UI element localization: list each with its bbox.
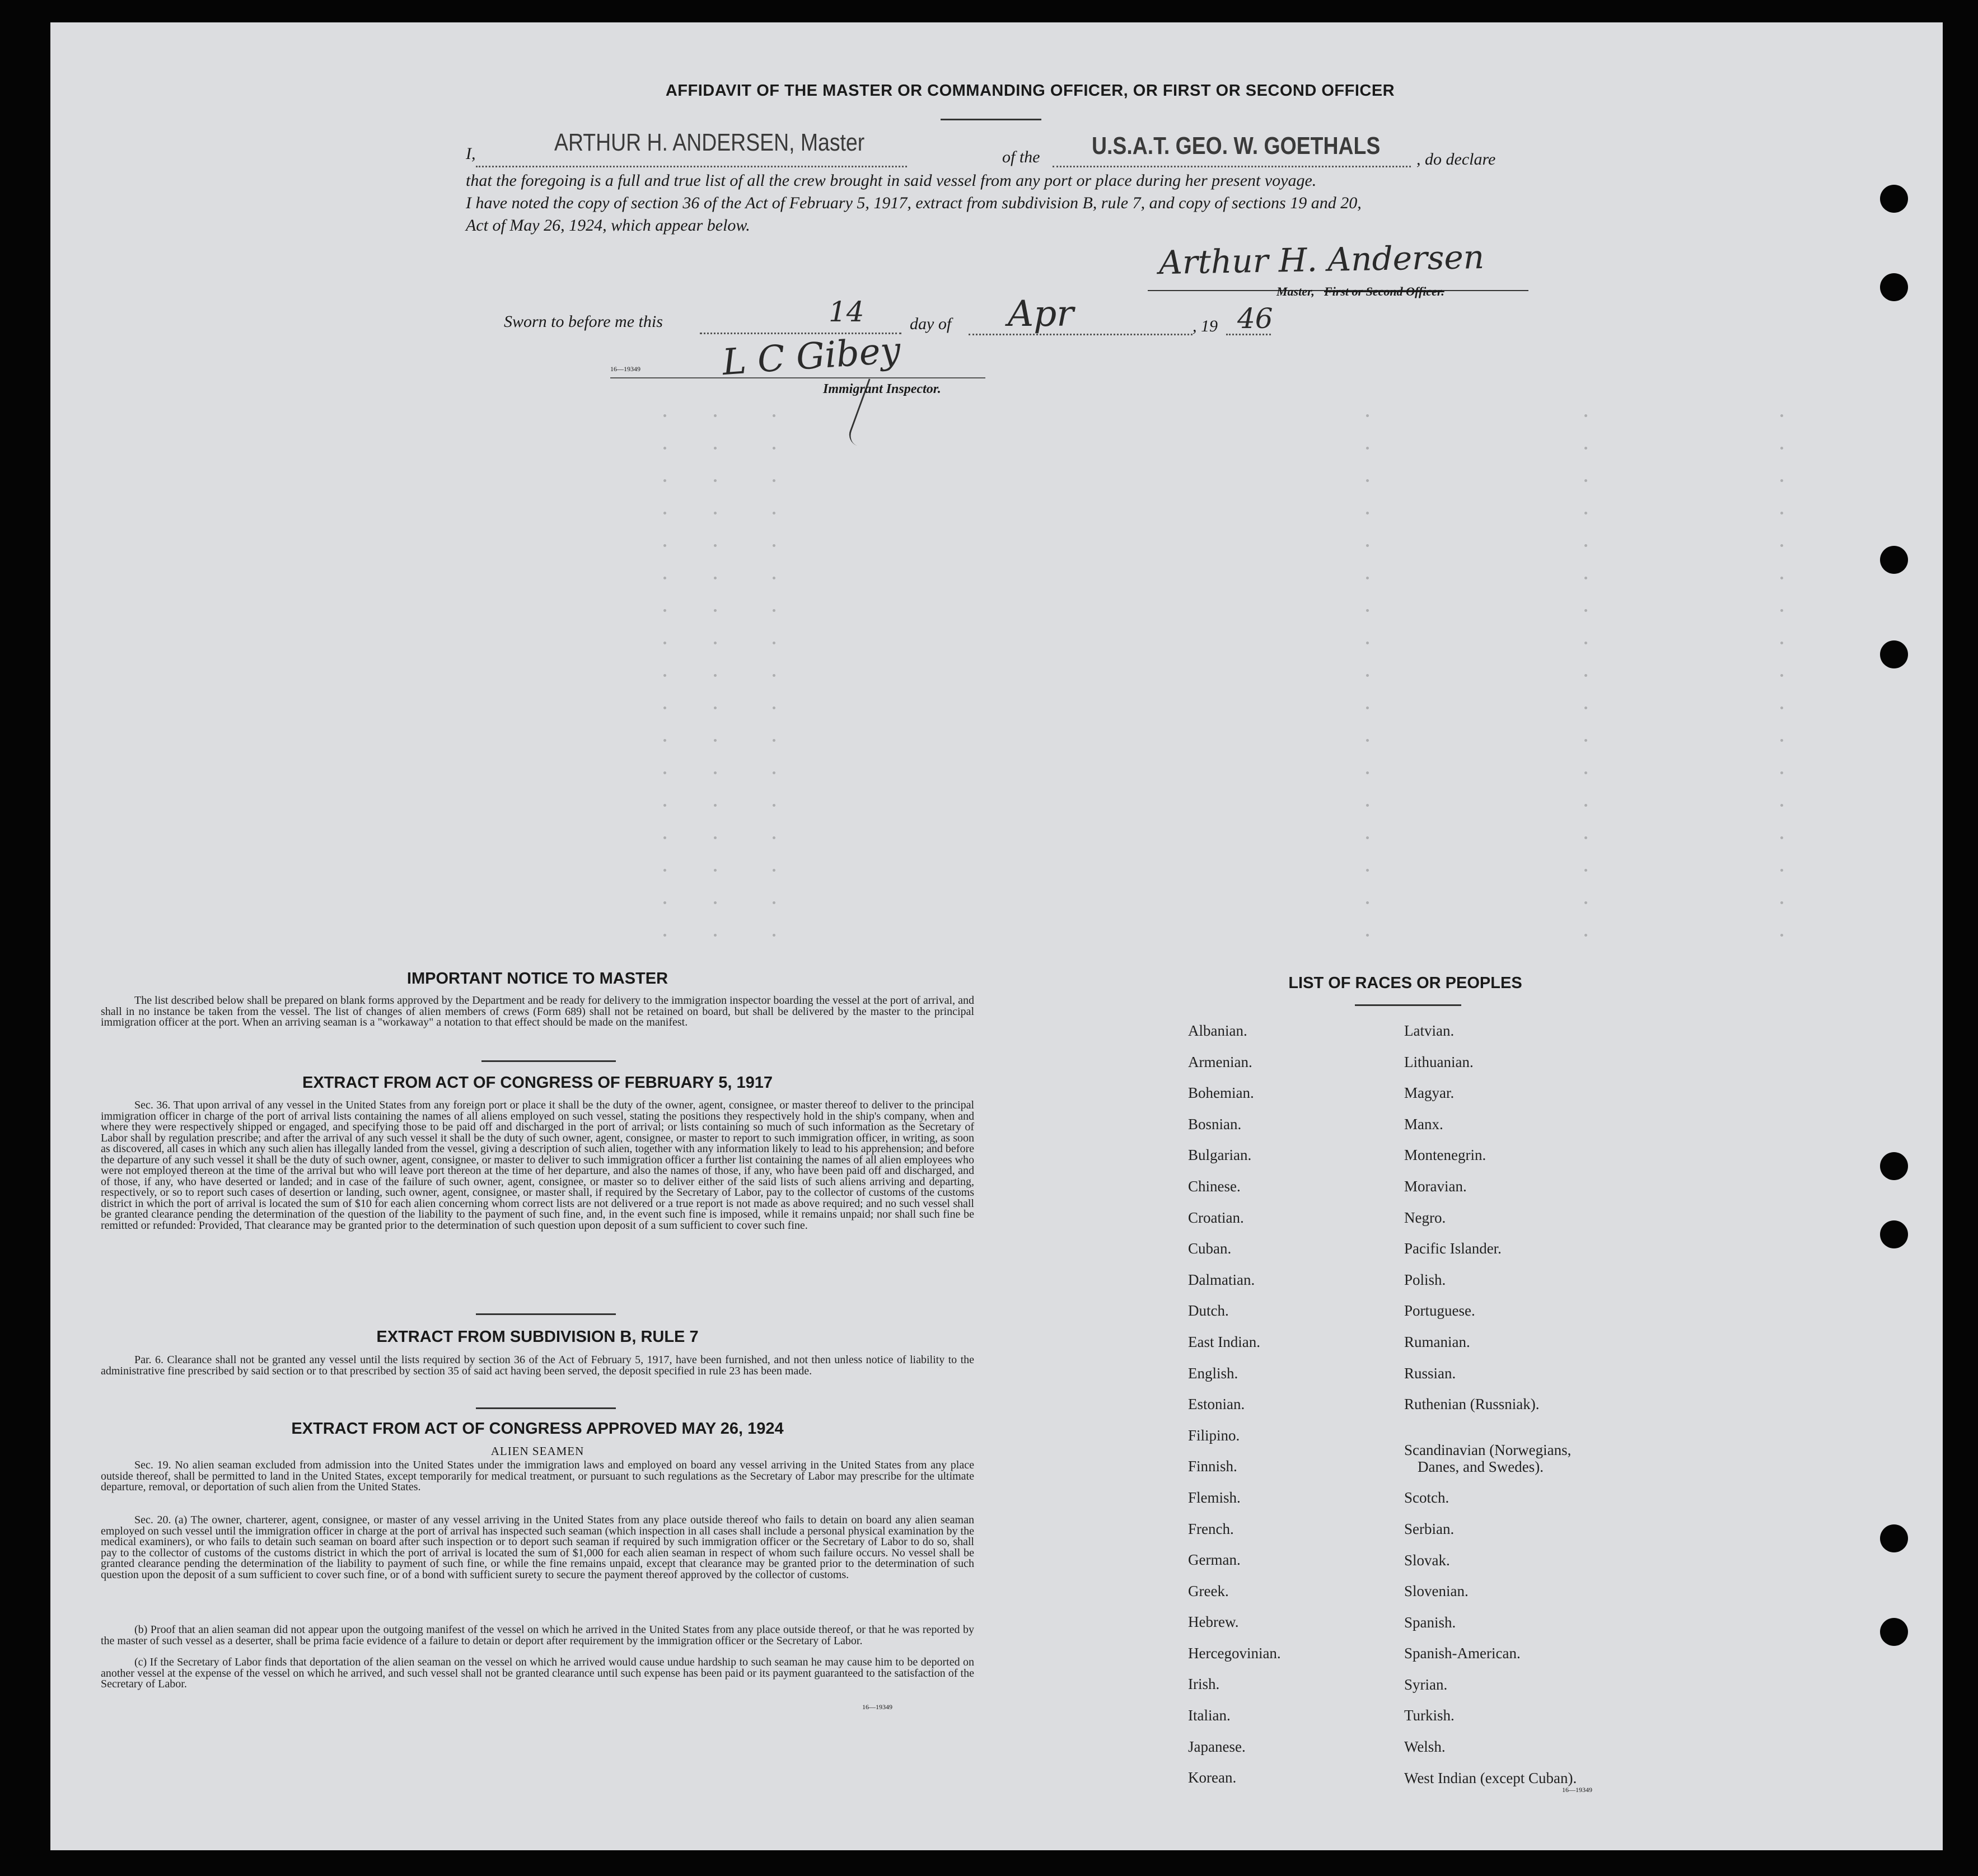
sworn-day: 14 xyxy=(829,296,864,328)
faint-dot xyxy=(1584,707,1587,709)
extract-1924-sec19: Sec. 19. No alien seaman excluded from admission into the United States under the immigration laws and employed on board any vessel arriving in the United States from any place outside thereof, shall be permitted to land in the United States, except temporarily for medical treatment, or pursuant to such regulations as the Secretary of Labor may prescribe for the ultimate departure, removal, or deportation of such alien from the United States. xyxy=(101,1459,974,1493)
faint-dot xyxy=(1366,804,1369,807)
faint-dot xyxy=(663,674,666,677)
faint-dot xyxy=(773,934,775,937)
race-item: Pacific Islander. xyxy=(1404,1240,1502,1257)
races-right-column xyxy=(1404,1022,1577,1800)
faint-dot xyxy=(663,869,666,872)
faint-dot xyxy=(663,414,666,417)
document-page xyxy=(50,22,1943,1850)
faint-dot xyxy=(1780,901,1783,904)
affidavit-title: AFFIDAVIT OF THE MASTER OR COMMANDING OFFICER, OR FIRST OR SECOND OFFICER xyxy=(665,82,1395,100)
races-form-number: 16—19349 xyxy=(1562,1786,1592,1794)
faint-dot xyxy=(1780,707,1783,709)
faint-dot xyxy=(1366,934,1369,937)
races-left-column xyxy=(1188,1022,1281,1800)
master-name: ARTHUR H. ANDERSEN, Master xyxy=(554,129,865,156)
faint-dot xyxy=(773,869,775,872)
faint-dot xyxy=(1366,479,1369,482)
faint-dot xyxy=(1366,577,1369,579)
faint-dot xyxy=(1780,934,1783,937)
faint-dot xyxy=(1366,609,1369,612)
faint-dot xyxy=(773,479,775,482)
faint-dot xyxy=(1584,512,1587,514)
race-item: Finnish. xyxy=(1188,1458,1237,1475)
race-item: Welsh. xyxy=(1404,1738,1446,1756)
inspector-label: Immigrant Inspector. xyxy=(823,382,941,396)
faint-dot xyxy=(714,577,717,579)
faint-dot xyxy=(1584,739,1587,742)
faint-dot xyxy=(663,707,666,709)
extract-1924-form-number: 16—19349 xyxy=(862,1703,892,1711)
race-item: French. xyxy=(1188,1520,1234,1537)
faint-dot xyxy=(1584,901,1587,904)
race-item: Japanese. xyxy=(1188,1738,1246,1755)
punch-hole xyxy=(1880,1618,1908,1646)
faint-dot xyxy=(1584,479,1587,482)
faint-dot xyxy=(1780,609,1783,612)
race-item: Korean. xyxy=(1188,1769,1237,1786)
divider xyxy=(476,1313,616,1315)
race-item: Hebrew. xyxy=(1188,1613,1239,1631)
race-item: Spanish. xyxy=(1404,1613,1456,1631)
race-item: Bulgarian. xyxy=(1188,1147,1252,1164)
faint-dot xyxy=(714,447,717,450)
i-label: I, xyxy=(466,144,476,163)
master-signature: Arthur H. Andersen xyxy=(1158,237,1485,282)
race-item: Scandinavian (Norwegians, xyxy=(1404,1441,1572,1458)
divider xyxy=(476,1407,616,1409)
race-item: Danes, and Swedes). xyxy=(1418,1458,1544,1475)
faint-dot xyxy=(1584,869,1587,872)
race-item: Flemish. xyxy=(1188,1489,1241,1506)
race-item: Magyar. xyxy=(1404,1084,1455,1102)
faint-dot xyxy=(1366,836,1369,839)
faint-dot xyxy=(773,414,775,417)
faint-dot xyxy=(1780,577,1783,579)
faint-dot xyxy=(773,609,775,612)
punch-hole xyxy=(1880,546,1908,574)
punch-hole xyxy=(1880,1524,1908,1552)
race-item: English. xyxy=(1188,1364,1238,1382)
notice-body: The list described below shall be prepared on blank forms approved by the Department and be ready for delivery to the immigration inspector boarding the vessel at the port of arrival, and shall in no instance be taken from the vessel. The list of changes of alien members of crews (Form 689) shall not be retained on board, but shall be delivered by the master to the principal immigration officer at the port. When an arriving seaman is a "workaway" a notation to that effect should be made on the manifest. xyxy=(101,994,974,1028)
race-item: Portuguese. xyxy=(1404,1302,1475,1320)
faint-dot xyxy=(663,804,666,807)
race-item: Albanian. xyxy=(1188,1022,1247,1039)
faint-dot xyxy=(1584,934,1587,937)
vessel-name-field xyxy=(1053,166,1411,167)
faint-dot xyxy=(1366,414,1369,417)
race-item: Russian. xyxy=(1404,1364,1456,1382)
extract-1917-title: EXTRACT FROM ACT OF CONGRESS OF FEBRUARY 5, 1917 xyxy=(302,1074,773,1092)
faint-dot xyxy=(714,804,717,807)
sworn-month-field xyxy=(969,334,1193,335)
faint-dot xyxy=(663,934,666,937)
race-item: Greek. xyxy=(1188,1582,1229,1599)
faint-dot xyxy=(773,512,775,514)
faint-dot xyxy=(773,447,775,450)
race-item: Turkish. xyxy=(1404,1707,1455,1724)
faint-dot xyxy=(1780,479,1783,482)
inspector-form-number: 16—19349 xyxy=(610,365,640,373)
faint-dot xyxy=(714,869,717,872)
race-item: Filipino. xyxy=(1188,1426,1240,1444)
faint-dot xyxy=(1366,674,1369,677)
race-item: Estonian. xyxy=(1188,1396,1245,1413)
punch-hole xyxy=(1880,1220,1908,1248)
race-item: Latvian. xyxy=(1404,1022,1455,1039)
faint-dot xyxy=(663,577,666,579)
affidavit-line-2: that the foregoing is a full and true list of all the crew brought in said vessel from any port or place during her present voyage. xyxy=(466,171,1317,190)
faint-dot xyxy=(714,836,717,839)
faint-dot xyxy=(663,512,666,514)
faint-dot xyxy=(773,771,775,774)
faint-dot xyxy=(773,674,775,677)
sworn-month: Apr xyxy=(1008,293,1074,335)
race-item: Dutch. xyxy=(1188,1302,1229,1320)
race-item: Hercegovinian. xyxy=(1188,1644,1281,1662)
faint-dot xyxy=(1584,544,1587,547)
race-item: Rumanian. xyxy=(1404,1333,1470,1350)
faint-dot xyxy=(1780,771,1783,774)
race-item: Serbian. xyxy=(1404,1520,1455,1537)
inspector-signature: L C Gibey xyxy=(721,329,902,384)
faint-dot xyxy=(663,609,666,612)
faint-dot xyxy=(1584,577,1587,579)
faint-dot xyxy=(1366,869,1369,872)
faint-dot xyxy=(714,544,717,547)
faint-dot xyxy=(1366,707,1369,709)
punch-hole xyxy=(1880,273,1908,301)
extract-rule7-body: Par. 6. Clearance shall not be granted any vessel until the lists required by section 36 of the Act of February 5, 1917, have been furnished, and not then unless notice of liability to the administrative fine prescribed by said section or to that prescribed by section 35 of said act having been served, the deposit specified in rule 23 has been made. xyxy=(101,1354,974,1377)
faint-dot xyxy=(1780,674,1783,677)
faint-dot xyxy=(1780,804,1783,807)
faint-dot xyxy=(663,771,666,774)
faint-dot xyxy=(773,544,775,547)
faint-dot xyxy=(1366,901,1369,904)
race-item: Dalmatian. xyxy=(1188,1271,1255,1288)
faint-dot xyxy=(714,479,717,482)
vessel-name: U.S.A.T. GEO. W. GOETHALS xyxy=(1092,132,1381,160)
faint-dot xyxy=(1584,447,1587,450)
race-item: Spanish-American. xyxy=(1404,1645,1521,1662)
faint-dot xyxy=(1584,642,1587,644)
sworn-year: 46 xyxy=(1237,302,1273,335)
faint-dot xyxy=(773,577,775,579)
day-of-label: day of xyxy=(910,315,952,333)
faint-dot xyxy=(773,836,775,839)
faint-dot xyxy=(1780,512,1783,514)
faint-dot xyxy=(714,414,717,417)
race-item: Montenegrin. xyxy=(1404,1147,1486,1164)
of-the-label: of the xyxy=(1002,148,1040,166)
race-item: West Indian (except Cuban). xyxy=(1404,1769,1577,1786)
extract-1924-title: EXTRACT FROM ACT OF CONGRESS APPROVED MAY 26, 1924 xyxy=(291,1420,784,1438)
race-item: Manx. xyxy=(1404,1115,1443,1133)
affidavit-line-4: Act of May 26, 1924, which appear below. xyxy=(466,216,750,235)
race-item: Polish. xyxy=(1404,1271,1446,1288)
race-item: Ruthenian (Russniak). xyxy=(1404,1396,1540,1413)
race-item: Slovak. xyxy=(1404,1551,1450,1569)
faint-dot xyxy=(1366,544,1369,547)
faint-dot xyxy=(663,739,666,742)
faint-dot xyxy=(1780,447,1783,450)
faint-dot xyxy=(714,609,717,612)
faint-dot xyxy=(663,447,666,450)
faint-dot xyxy=(1584,674,1587,677)
faint-dot xyxy=(1780,414,1783,417)
faint-dot xyxy=(663,642,666,644)
faint-dot xyxy=(714,642,717,644)
race-item: Bosnian. xyxy=(1188,1115,1242,1133)
faint-dot xyxy=(714,512,717,514)
faint-dot xyxy=(773,804,775,807)
extract-rule7-title: EXTRACT FROM SUBDIVISION B, RULE 7 xyxy=(376,1328,699,1346)
faint-dot xyxy=(1584,771,1587,774)
race-item: Slovenian. xyxy=(1404,1583,1469,1600)
faint-dot xyxy=(1780,739,1783,742)
race-item: Syrian. xyxy=(1404,1676,1448,1693)
faint-dot xyxy=(714,771,717,774)
year-prefix: , 19 xyxy=(1193,317,1218,335)
race-item: East Indian. xyxy=(1188,1333,1260,1350)
race-item: Bohemian. xyxy=(1188,1084,1254,1102)
faint-dot xyxy=(714,739,717,742)
faint-dot xyxy=(1584,414,1587,417)
notice-title: IMPORTANT NOTICE TO MASTER xyxy=(406,970,668,988)
race-item: Moravian. xyxy=(1404,1177,1467,1195)
punch-hole xyxy=(1880,640,1908,668)
punch-hole xyxy=(1880,1152,1908,1180)
affidavit-line-3: I have noted the copy of section 36 of the Act of February 5, 1917, extract from subdivision B, rule 7, and copy of sections 19 and 20, xyxy=(466,194,1362,212)
faint-dot xyxy=(1366,739,1369,742)
race-item: Scotch. xyxy=(1404,1489,1449,1507)
faint-dot xyxy=(773,901,775,904)
race-item: Cuban. xyxy=(1188,1240,1232,1257)
extract-1917-body: Sec. 36. That upon arrival of any vessel in the United States from any foreign port or place it shall be the duty of the owner, agent, consignee, or master thereof to deliver to the principal immigration officer in charge of the port of arrival lists containing the names of all aliens employed on such vessel, stating the positions they respectively hold in the ship's company, when and where they were respectively shipped or engaged, and specifying those to be paid off and discharged in the port of arrival; or lists containing so much of such information as the Secretary of Labor shall by regulation prescribe; and after the arrival of any such vessel it shall be the duty of such owner, agent, consignee, or master to report to such immigration officer, in writing, as soon as discovered, all cases in which any such alien has illegally landed from the vessel, giving a description of such alien, together with any information likely to lead to his apprehension; and before the departure of any such vessel it shall be the duty of such owner, agent, consignee, or master to deliver to such immigration officer a further list containing the names of all alien employees who were not employed thereon at the time of the arrival but who will leave port thereon at the time of her departure, and also the names of those, if any, who have been paid off and discharged, and of those, if any, who have deserted or landed; and in case of the failure of such owner, agent, consignee, or master so to deliver either of the said lists of such aliens arriving and departing, respectively, or so to report such cases of desertion or landing, such owner, agent, consignee, or master shall, if required by the Secretary of Labor, pay to the collector of customs of the customs district in which the port of arrival is located the sum of $10 for each alien concerning whom correct lists are not delivered or a true report is not made as above required; and no such vessel shall be granted clearance pending the determination of the question of the liability to the payment of such fine, and, in the event such fine is imposed, while it remains unpaid; nor shall such fine be remitted or refunded: Provided, That clearance may be granted prior to the determination of such question upon deposit of a sum sufficient to cover such fine. xyxy=(101,1099,974,1232)
punch-hole xyxy=(1880,185,1908,213)
race-item: German. xyxy=(1188,1551,1241,1569)
faint-dot xyxy=(1780,544,1783,547)
faint-dot xyxy=(1780,642,1783,644)
faint-dot xyxy=(773,642,775,644)
master-name-field xyxy=(476,166,907,167)
race-item: Irish. xyxy=(1188,1676,1220,1693)
faint-dot xyxy=(663,836,666,839)
faint-dot xyxy=(663,479,666,482)
faint-dot xyxy=(1584,836,1587,839)
faint-dot xyxy=(773,739,775,742)
faint-dot xyxy=(1366,771,1369,774)
master-role: Master, xyxy=(1276,284,1315,298)
sworn-label: Sworn to before me this xyxy=(504,312,663,331)
do-declare-label: , do declare xyxy=(1416,150,1496,169)
faint-dot xyxy=(714,674,717,677)
faint-dot xyxy=(1780,869,1783,872)
races-title: LIST OF RACES OR PEOPLES xyxy=(1288,974,1522,992)
master-role-struck: First or Second Officer. xyxy=(1324,284,1444,298)
faint-dot xyxy=(773,707,775,709)
faint-dot xyxy=(663,901,666,904)
race-item: Chinese. xyxy=(1188,1177,1241,1195)
divider xyxy=(481,1060,616,1062)
extract-1924-sec20a: Sec. 20. (a) The owner, charterer, agent, consignee, or master of any vessel arriving in the United States from any place outside thereof who fails to detain on board any alien seaman employed on such vessel until the immigration officer in charge at the port of arrival has inspected such seaman (which inspection in all cases shall include a personal physical examination by the medical examiners), or who fails to detain such seaman on board after such inspection or to deport such seaman if required by such immigration officer or the Secretary of Labor to do so, shall pay to the collector of customs of the customs district in which the port of arrival is located the sum of $1,000 for each alien seaman in respect of whom such failure occurs. No vessel shall be granted clearance pending the determination of the liability to payment of such fine, or while the fine remains unpaid, except that clearance may be granted prior to the determination of such question upon the deposit of a sum sufficient to cover such fine, or of a bond with sufficient surety to secure the payment thereof approved by the collector of customs. xyxy=(101,1514,974,1581)
race-item: Armenian. xyxy=(1188,1053,1252,1070)
race-item: Croatian. xyxy=(1188,1209,1244,1226)
faint-dot xyxy=(1366,512,1369,514)
divider xyxy=(1355,1004,1461,1006)
extract-1924-subtitle: ALIEN SEAMEN xyxy=(490,1444,584,1458)
extract-1924-sec20b: (b) Proof that an alien seaman did not appear upon the outgoing manifest of the vessel on which he arrived in the United States from any place outside thereof, or that he was reported by the master of such vessel as a deserter, shall be prima facie evidence of a failure to detain or deport after requirement by the immigration officer or the Secretary of Labor. xyxy=(101,1624,974,1647)
faint-dot xyxy=(714,901,717,904)
faint-dot xyxy=(1584,804,1587,807)
race-item: Italian. xyxy=(1188,1707,1231,1724)
faint-dot xyxy=(714,707,717,709)
faint-dot xyxy=(1584,609,1587,612)
extract-1924-sec20c: (c) If the Secretary of Labor finds that deportation of the alien seaman on the vessel on which he arrived would cause undue hardship to such seaman he may cause him to be deported on another vessel at the expense of the vessel on which he arrived, and such vessel shall not be granted clearance until such expense has been paid or its payment guaranteed to the satisfaction of the Secretary of Labor. xyxy=(101,1656,974,1690)
faint-dot xyxy=(1366,447,1369,450)
faint-dot xyxy=(1780,836,1783,839)
divider xyxy=(941,119,1041,120)
faint-dot xyxy=(663,544,666,547)
race-item: Lithuanian. xyxy=(1404,1053,1474,1070)
race-item: Negro. xyxy=(1404,1209,1446,1226)
faint-dot xyxy=(1366,642,1369,644)
faint-dot xyxy=(714,934,717,937)
inspector-field xyxy=(610,377,985,378)
